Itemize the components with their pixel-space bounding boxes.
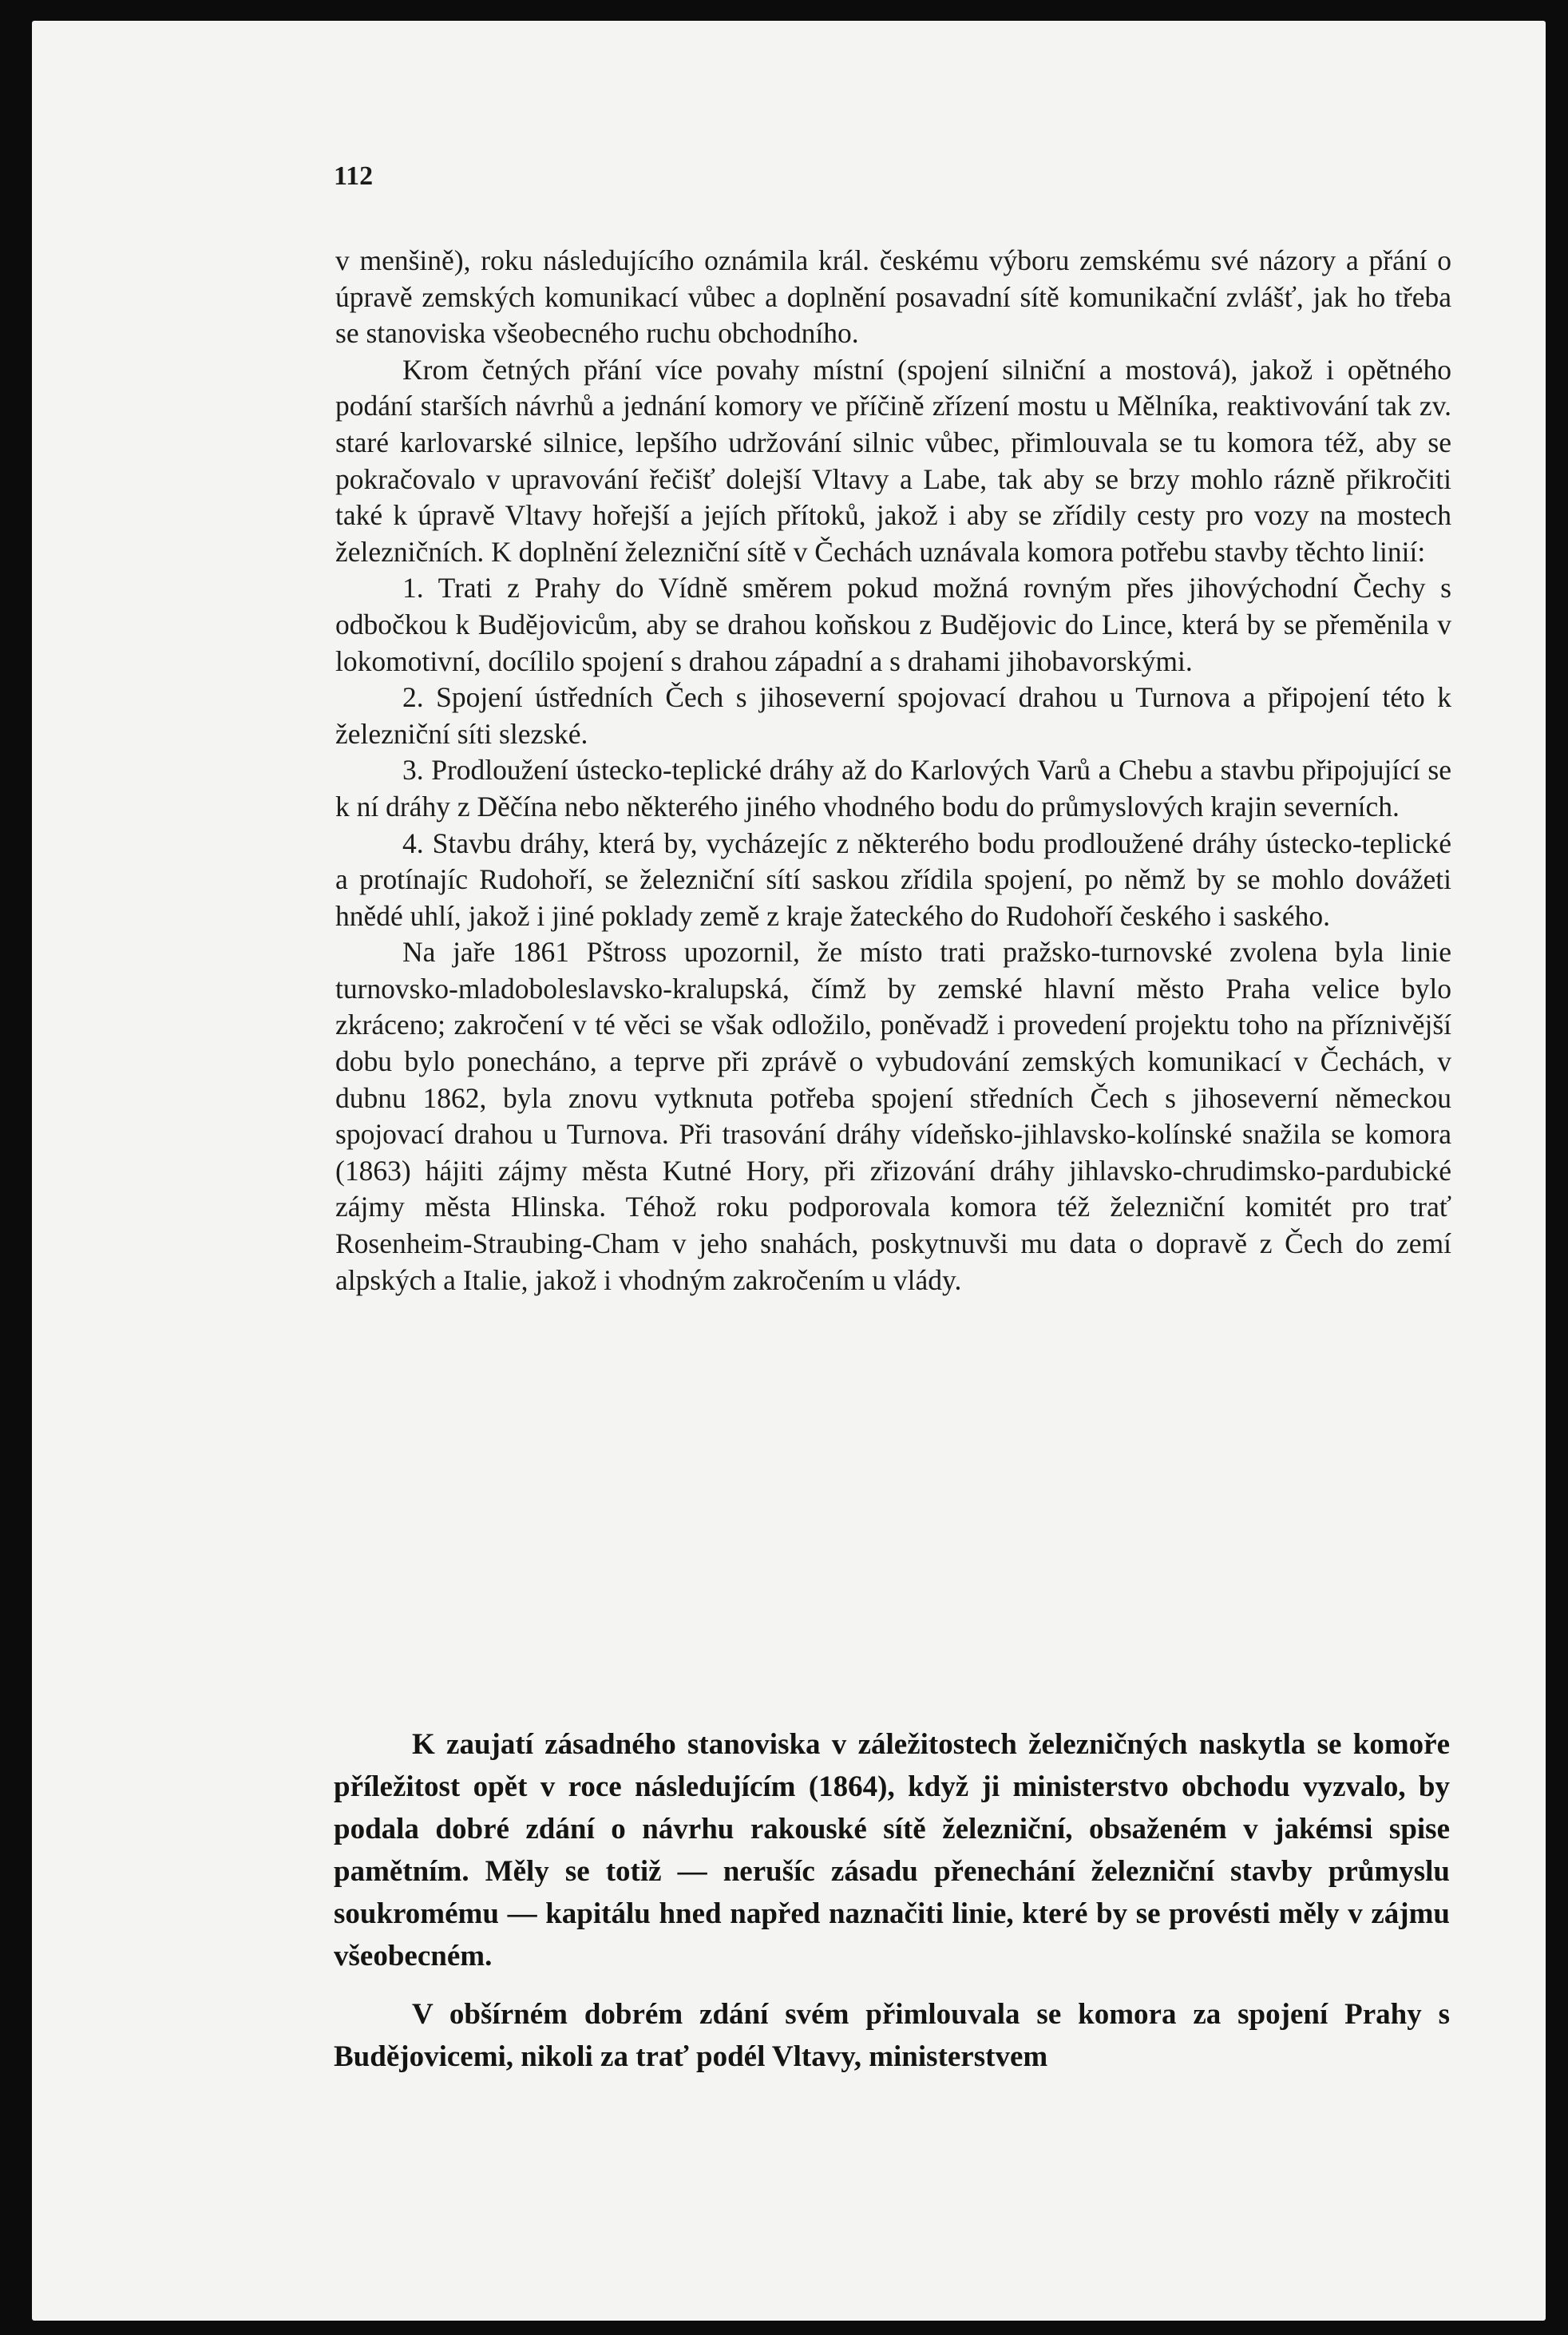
page-number: 112 xyxy=(334,161,374,191)
paragraph-continuation: v menšině), roku následujícího oznámila král. českému výboru zemskému své názory a přání o úpravě zemských komunikací vůbec a doplnění posavadní sítě komunikační zvlášť, jak ho třeba se stanoviska všeobecného ruchu obchodního. xyxy=(335,244,1451,350)
list-item-1: 1. Trati z Prahy do Vídně směrem pokud možná rovným přes jihovýchodní Čechy s odbočkou k Budějovicům, aby se drahou koňskou z Budějovic do Lince, která by se přeměnila v lokomotivní, docílilo spojení s drahou západní a s drahami jihobavorskými. xyxy=(335,572,1451,677)
paragraph-1861: Na jaře 1861 Pštross upozornil, že místo trati pražsko-turnovské zvolena byla linie turnovsko-mladoboleslavsko-kralupská, čímž by zemské hlavní město Praha velice bylo zkráceno; zakročení v té věci se však odložilo, poněvadž i provedení projektu toho na příznivější dobu bylo ponecháno, a teprve při zprávě o vybudování zemských komunikací v Čechách, v dubnu 1862, byla znovu vytknuta potřeba spojení středních Čech s jihoseverní německou spojovací drahou u Turnova. Při trasování dráhy vídeňsko-jihlavsko-kolínské snažila se komora (1863) hájiti zájmy města Kutné Hory, při zřizování dráhy jihlavsko-chrudimsko-pardubické zájmy města Hlinska. Téhož roku podporovala komora též železniční komitét pro trať Rosenheim-Straubing-Cham v jeho snahách, poskytnuvši mu data o dopravě z Čech do zemí alpských a Italie, jakož i vhodným zakročením u vlády. xyxy=(335,936,1451,1296)
paragraph-1864: K zaujatí zásadného stanoviska v záležitostech železničných naskytla se komoře příležitost opět v roce následujícím (1864), když ji ministerstvo obchodu vyzvalo, by podala dobré zdání o návrhu rakouské sítě železniční, obsaženém v jakémsi spise pamětním. Měly se totiž — nerušíc zásadu přenechání železniční stavby průmyslu soukromému — kapitálu hned napřed naznačiti linie, které by se provésti měly v zájmu všeobecném. xyxy=(334,1728,1450,1972)
scanned-page xyxy=(32,21,1546,2321)
lower-text-block xyxy=(334,1723,1450,2078)
paragraph-opinion: V obšírném dobrém zdání svém přimlouvala se komora za spojení Prahy s Budějovicemi, nikoli za trať podél Vltavy, ministerstvem xyxy=(334,1998,1450,2073)
list-item-2: 2. Spojení ústředních Čech s jihoseverní spojovací drahou u Turnova a připojení této k železniční síti slezské. xyxy=(335,681,1451,750)
list-item-3: 3. Prodloužení ústecko-teplické dráhy až do Karlových Varů a Chebu a stavbu připojující se k ní dráhy z Děčína nebo některého jiného vhodného bodu do průmyslových krajin severních. xyxy=(335,754,1451,823)
paragraph-requests: Krom četných přání více povahy místní (spojení silniční a mostová), jakož i opětného podání starších návrhů a jednání komory ve příčině zřízení mostu u Mělníka, reaktivování tak zv. staré karlovarské silnice, lepšího udržování silnic vůbec, přimlouvala se tu komora též, aby se pokračovalo v upravování řečišť dolejší Vltavy a Labe, tak aby se brzy mohlo rázně přikročiti také k úpravě Vltavy hořejší a jejích přítoků, jakož i aby se zřídily cesty pro vozy na mostech železničních. K doplnění železniční sítě v Čechách uznávala komora potřebu stavby těchto linií: xyxy=(335,353,1451,568)
upper-text-block xyxy=(335,243,1451,1298)
scan-edge xyxy=(1560,0,1568,2335)
list-item-4: 4. Stavbu dráhy, která by, vycházejíc z některého bodu prodloužené dráhy ústecko-teplické a protínajíc Rudohoří, se železniční sítí saskou zřídila spojení, po němž by se mohlo dovážeti hnědé uhlí, jakož i jiné poklady země z kraje žateckého do Rudohoří českého i saského. xyxy=(335,827,1451,932)
